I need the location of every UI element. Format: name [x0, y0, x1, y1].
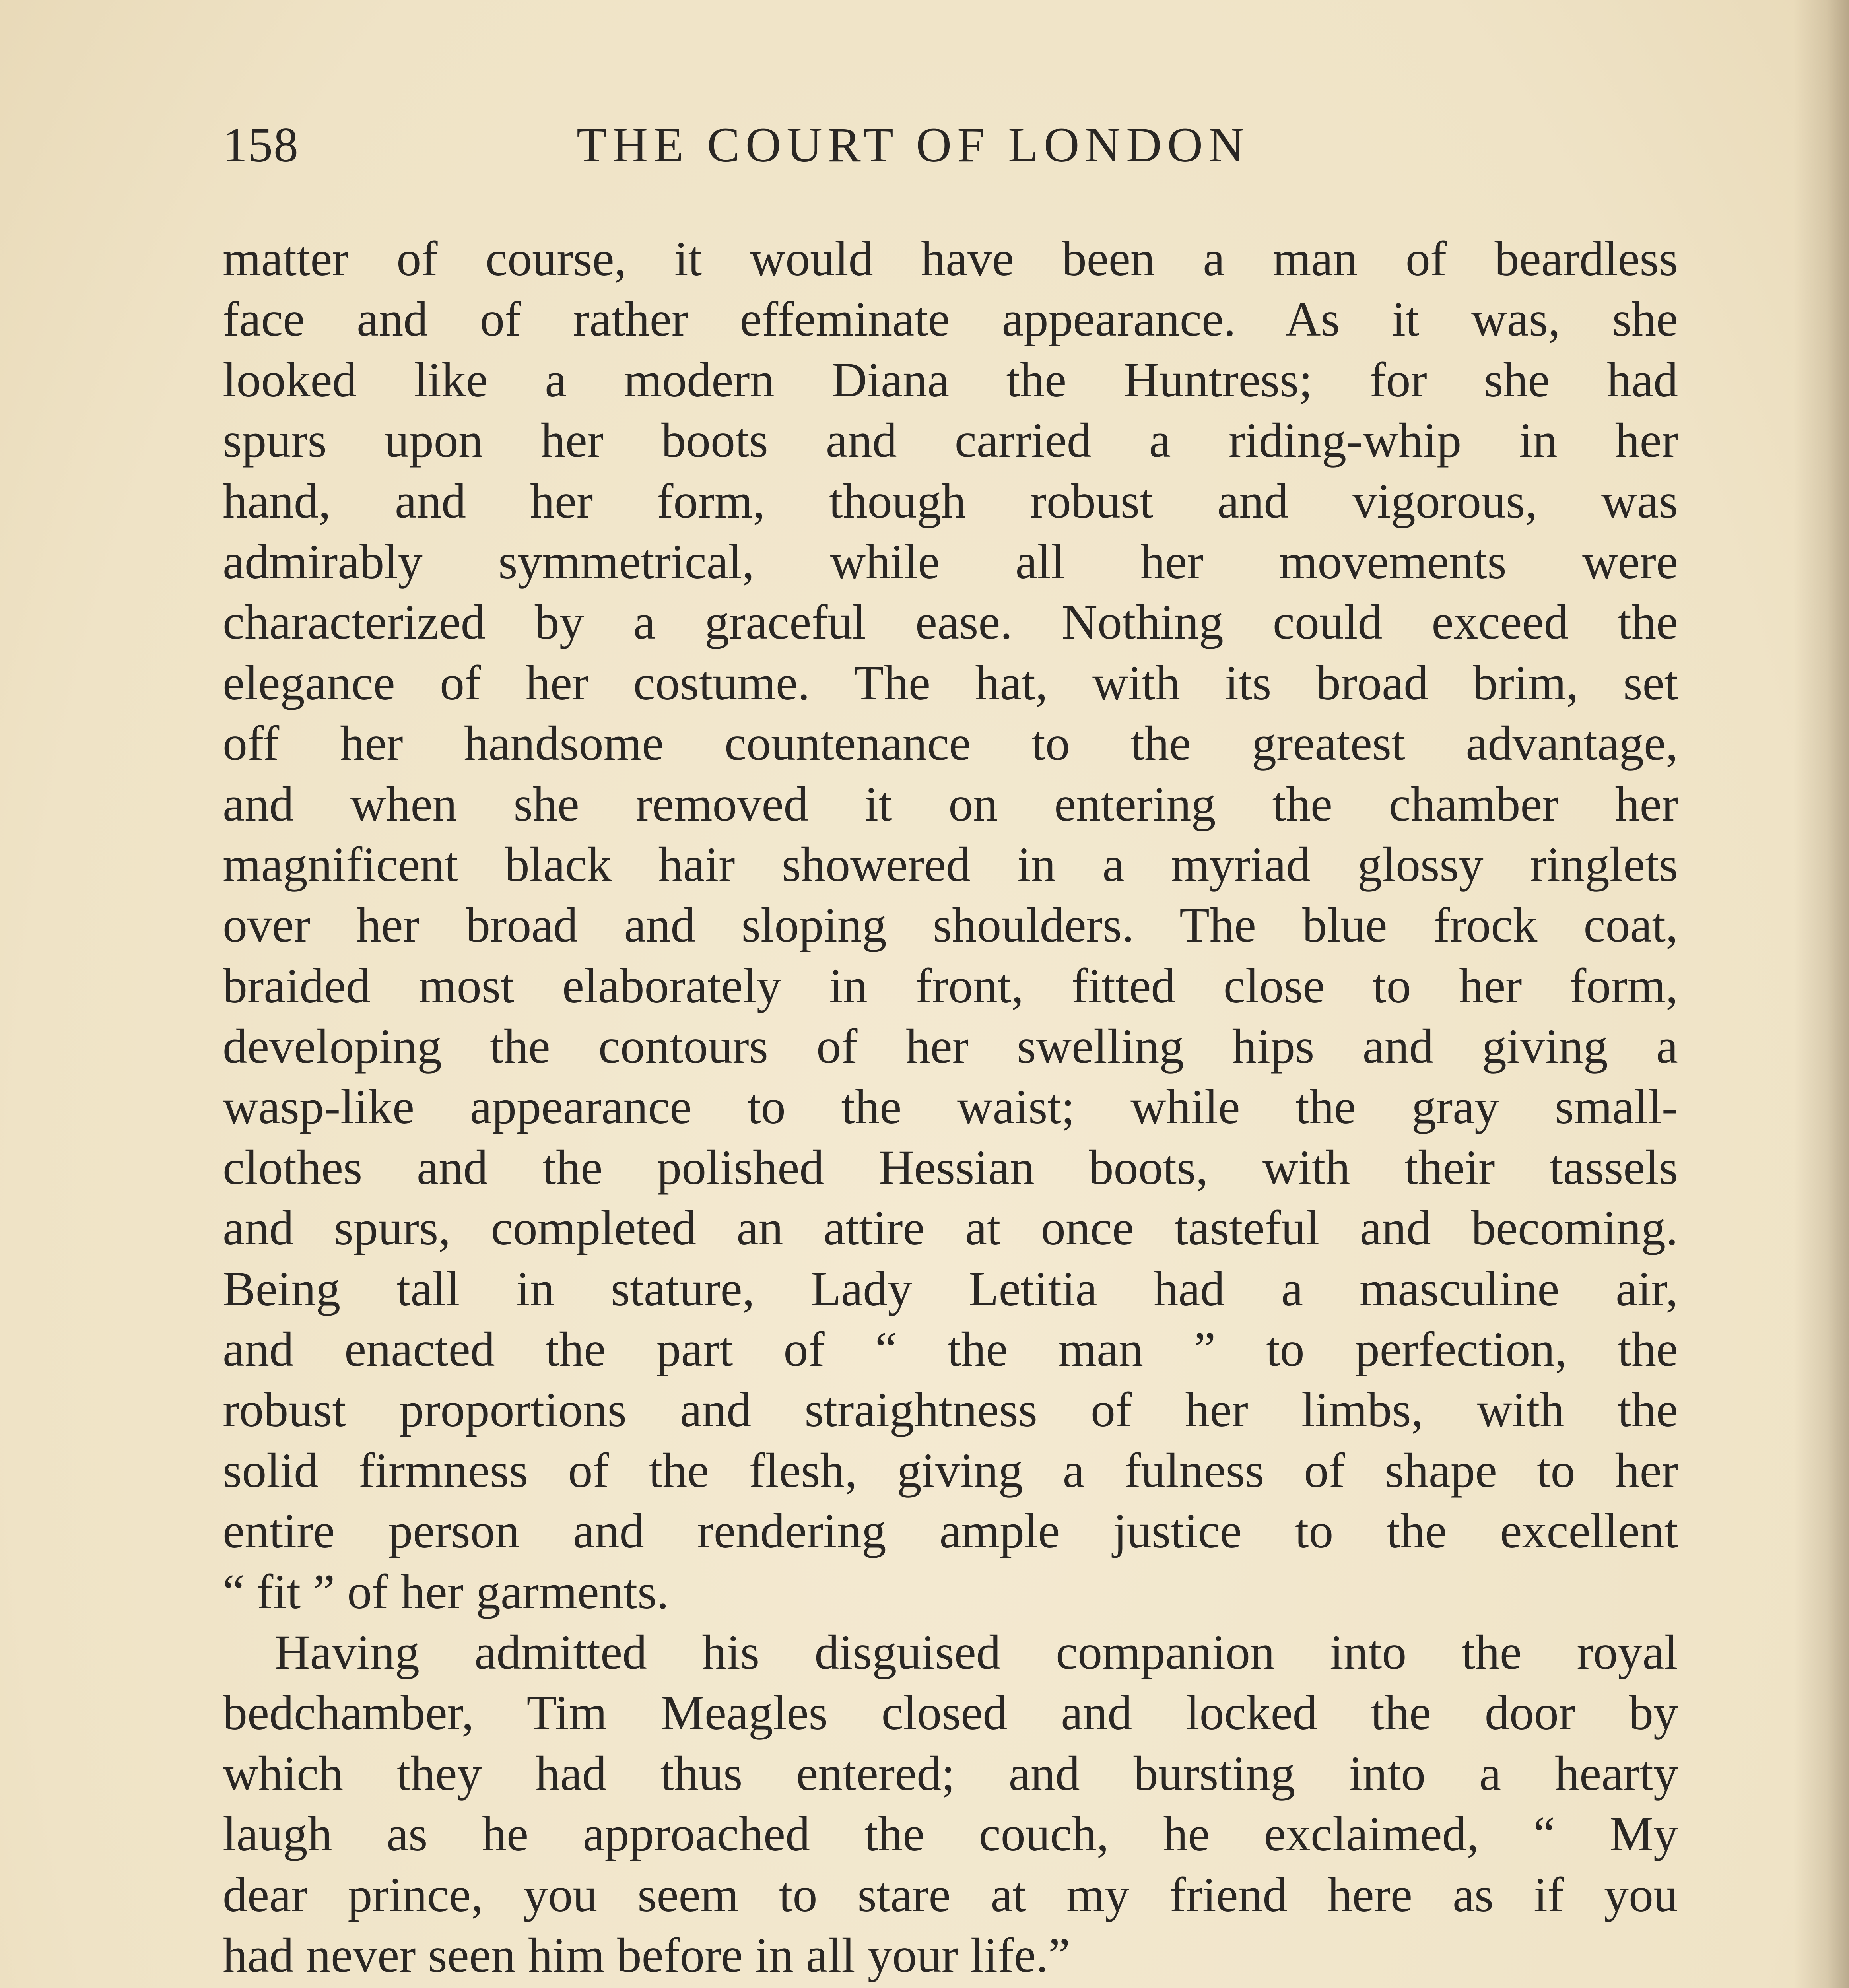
text-line: matter of course, it would have been a man of beardless: [223, 231, 1678, 286]
page-edge-shadow: [1793, 0, 1849, 1988]
text-line: off her handsome countenance to the greatest advantage,: [223, 716, 1678, 771]
text-line: dear prince, you seem to stare at my friend here as if you: [223, 1867, 1678, 1922]
text-line: braided most elaborately in front, fitted close to her form,: [223, 958, 1678, 1013]
text-line: laugh as he approached the couch, he exclaimed, “ My: [223, 1807, 1678, 1862]
body-text: [223, 229, 1678, 1988]
text-line: bedchamber, Tim Meagles closed and locked the door by: [223, 1685, 1678, 1740]
text-line: robust proportions and straightness of her limbs, with the: [223, 1382, 1678, 1437]
text-line: “ fit ” of her garments.: [223, 1564, 669, 1619]
page-header: [223, 115, 1678, 175]
text-line: developing the contours of her swelling hips and giving a: [223, 1019, 1678, 1074]
text-line: looked like a modern Diana the Huntress; for she had: [223, 352, 1678, 407]
running-head: THE COURT OF LONDON: [577, 118, 1250, 172]
text-line: Having admitted his disguised companion into the royal: [274, 1625, 1678, 1679]
text-line: elegance of her costume. The hat, with its broad brim, set: [223, 655, 1678, 710]
text-line: characterized by a graceful ease. Nothing could exceed the: [223, 595, 1678, 650]
page-number: 158: [223, 118, 299, 172]
text-line: over her broad and sloping shoulders. The blue frock coat,: [223, 898, 1678, 953]
text-line: and spurs, completed an attire at once tasteful and becoming.: [223, 1201, 1678, 1256]
text-line: entire person and rendering ample justice to the excellent: [223, 1504, 1678, 1559]
text-line: had never seen him before in all your life.”: [223, 1928, 1070, 1982]
text-line: [223, 1986, 1678, 1988]
text-line: which they had thus entered; and bursting into a hearty: [223, 1746, 1678, 1801]
text-line: solid firmness of the flesh, giving a fulness of shape to her: [223, 1443, 1678, 1498]
text-line: face and of rather effeminate appearance. As it was, she: [223, 292, 1678, 347]
text-line: hand, and her form, though robust and vigorous, was: [223, 474, 1678, 528]
text-line: magnificent black hair showered in a myriad glossy ringlets: [223, 837, 1678, 892]
text-line: Being tall in stature, Lady Letitia had a masculine air,: [223, 1261, 1678, 1316]
text-line: spurs upon her boots and carried a riding-whip in her: [223, 413, 1678, 468]
text-line: admirably symmetrical, while all her movements were: [223, 534, 1678, 589]
text-line: wasp-like appearance to the waist; while the gray small-: [223, 1079, 1678, 1134]
text-line: and enacted the part of “ the man ” to perfection, the: [223, 1322, 1678, 1377]
text-line: and when she removed it on entering the chamber her: [223, 777, 1678, 831]
text-line: clothes and the polished Hessian boots, with their tassels: [223, 1140, 1678, 1195]
